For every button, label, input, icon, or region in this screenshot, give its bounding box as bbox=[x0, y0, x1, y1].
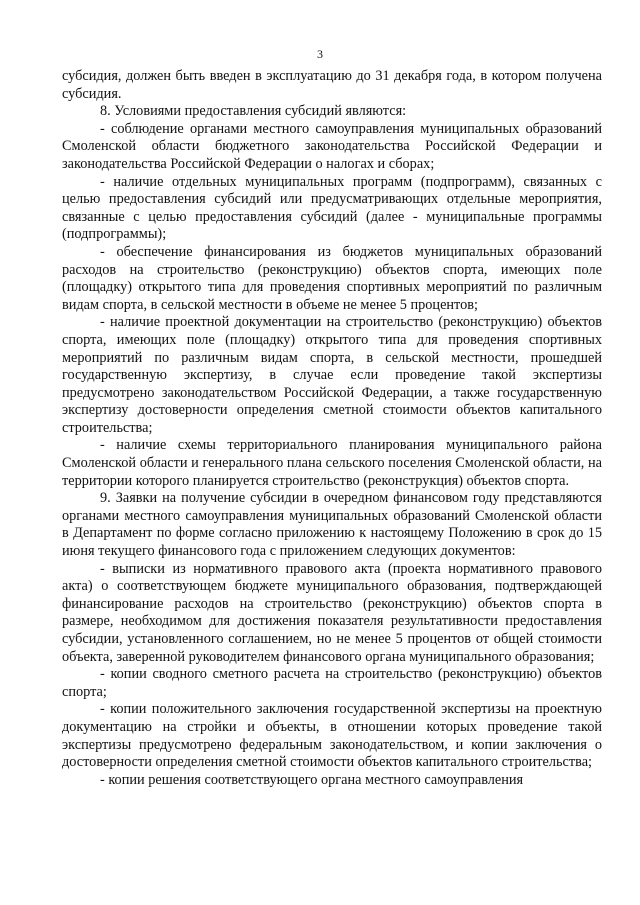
paragraph-clause-9-applications: 9. Заявки на получение субсидии в очередном финансовом году представляются органами местного самоуправления муниципальных образований Смоленской области в Департамент по форме согласно приложению к настоящему Положению в срок до 15 июня текущего финансового года с приложением следующих документов: bbox=[62, 490, 602, 560]
paragraph-condition-municipal-programs: - наличие отдельных муниципальных программ (подпрограмм), связанных с целью предоставления субсидий или предусматривающих отдельные мероприятия, связанные с целью предоставления субсидий (далее - муниципальные программы (подпрограммы); bbox=[62, 173, 602, 243]
paragraph-doc-estimate-copy: - копии сводного сметного расчета на строительство (реконструкцию) объектов спорта; bbox=[62, 666, 602, 700]
paragraph-condition-project-documentation: - наличие проектной документации на строительство (реконструкцию) объектов спорта, имеющих поле (площадку) открытого типа для проведения спортивных мероприятий по различным видам спорта, в сельской местности, прошедшей государственную экспертизу, в случае если проведение такой экспертизы предусмотрено законодательством Российской Федерации, а также государственную экспертизу достоверности определения сметной стоимости объектов капитального строительства; bbox=[62, 314, 602, 436]
paragraph-subsidy-commissioning: субсидия, должен быть введен в эксплуатацию до 31 декабря года, в котором получена субсидия. bbox=[62, 68, 602, 102]
paragraph-condition-budget-compliance: - соблюдение органами местного самоуправления муниципальных образований Смоленской области бюджетного законодательства Российской Федерации и законодательства Российской Федерации о налогах и сборах; bbox=[62, 120, 602, 172]
paragraph-doc-decision-copy: - копии решения соответствующего органа местного самоуправления bbox=[100, 771, 524, 788]
paragraph-condition-financing: - обеспечение финансирования из бюджетов муниципальных образований расходов на строительство (реконструкцию) объектов спорта, имеющих поле (площадку) открытого типа для проведения спортивных мероприятий по различным видам спорта, в сельской местности в объеме не менее 5 процентов; bbox=[62, 243, 602, 313]
document-body bbox=[62, 68, 602, 789]
paragraph-clause-8-heading: 8. Условиями предоставления субсидий являются: bbox=[100, 103, 407, 120]
page-number: 3 bbox=[317, 47, 323, 61]
paragraph-condition-territorial-planning: - наличие схемы территориального планирования муниципального района Смоленской области и генерального плана сельского поселения Смоленской области, на территории которого планируется строительство (реконструкция) объектов спорта. bbox=[62, 437, 602, 489]
paragraph-doc-expertise-copy: - копии положительного заключения государственной экспертизы на проектную документацию на стройки и объекты, в отношении которых проведение такой экспертизы предусмотрено федеральным законодательством, и копии заключения о достоверности определения сметной стоимости объектов капитального строительства; bbox=[62, 701, 602, 771]
paragraph-doc-budget-extract: - выписки из нормативного правового акта (проекта нормативного правового акта) о соответствующем бюджете муниципального образования, подтверждающей финансирование расходов на строительство (реконструкцию) объектов спорта в размере, необходимом для достижения показателя результативности предоставления субсидии, установленного соглашением, но не менее 5 процентов от общей стоимости объекта, заверенной руководителем финансового органа муниципального образования; bbox=[62, 560, 602, 665]
